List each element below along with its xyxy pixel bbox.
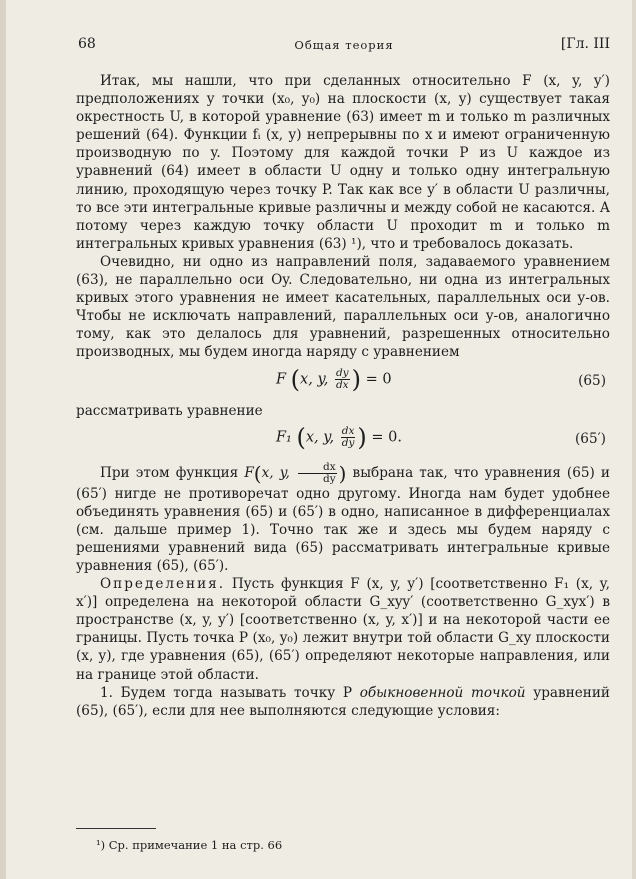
para3-args: x, y, [261, 464, 290, 481]
para3-frac-bottom: dy [322, 472, 336, 485]
item-1 [76, 684, 610, 720]
eq65p-paren-open: ( [296, 423, 306, 452]
para3-prefix: При этом функция [100, 464, 245, 481]
eq65-args: x, y, [300, 371, 329, 387]
footnote: ¹) Ср. примечание 1 на стр. 66 [96, 838, 283, 852]
equation-65-number: (65) [578, 372, 606, 389]
eq65-frac-bottom: dx [335, 378, 349, 391]
definition-paragraph [76, 575, 610, 684]
eq65p-function: F₁ [276, 429, 292, 446]
item1-term: обыкновенной точкой [359, 684, 526, 701]
eq65p-fraction [341, 426, 356, 449]
page-edge-left [0, 0, 6, 879]
eq65p-args: x, y, [305, 429, 335, 446]
definition-label: Определения. [100, 576, 226, 593]
item1-suffix: уравнений (65), (65′), если для нее выполняются следующие условия: [76, 684, 610, 719]
page-header [78, 36, 610, 58]
para3-fraction [298, 462, 337, 485]
eq65p-rhs: = 0. [371, 429, 402, 446]
eq65-function: F [276, 371, 287, 387]
eq65p-frac-top: dx [341, 424, 355, 437]
between-text: рассматривать уравнение [76, 402, 263, 419]
equation-65-prime-expression [276, 423, 402, 452]
para3-text: выбрана так, что уравнения (65) и (65′) нигде не противоречат одно другому. Иногда нам будет удобнее объединять уравнения (65) и (65′) в одно, написанное в дифференциалах (см. дальше пример 1). Точно так же и здесь мы будем наряду с решениями уравнений вида (65) рассматривать интегральные кривые уравнения (65), (65′). [76, 464, 610, 574]
eq65-frac-top: dy [335, 366, 349, 379]
page-body [76, 72, 610, 720]
chapter-marker: [Гл. III [560, 36, 610, 52]
eq65p-paren-close: ) [357, 423, 367, 452]
item1-prefix: 1. Будем тогда называть точку P [100, 684, 360, 701]
equation-65-prime [76, 422, 610, 456]
eq65-rhs: = 0 [365, 371, 392, 387]
footnote-rule [76, 828, 156, 829]
para3-paren-open: ( [253, 461, 262, 486]
para3-frac-top: dx [298, 462, 337, 474]
eq65-paren-open: ( [290, 364, 301, 393]
paragraph-2: Очевидно, ни одно из направлений поля, задаваемого уравнением (63), не параллельно оси Oy. Следовательно, ни одна из интегральных кривых этого уравнения не имеет касательных, параллельных оси y-ов. Чтобы не исключать направлений, параллельных оси y-ов, аналогично тому, как это делалось для уравнений, разрешенных относительно производных, мы будем иногда наряду с уравнением [76, 253, 610, 361]
eq65-fraction [335, 368, 350, 391]
eq65-paren-close: ) [351, 364, 361, 393]
page-number: 68 [78, 36, 96, 52]
running-title: Общая теория [294, 38, 394, 52]
definition-text: Пусть функция F (x, y, y′) [соответственно F₁ (x, y, x′)] определена на некоторой области G_xyy′ (соответственно G_xyx′) в пространстве (x, y, y′) [соответственно (x, y, x′)] и на некоторой части ее границы. Пусть точка P (x₀, y₀) лежит внутри той области G_xy плоскости (x, y), где уравнения (65), (65′) определяют некоторые направления, или на границе этой области. [76, 576, 610, 683]
equation-65-prime-number: (65′) [575, 430, 606, 447]
paragraph-1: Итак, мы нашли, что при сделанных относительно F (x, y, y′) предположениях у точки (x₀, y₀) на плоскости (x, y) существует такая окрестность U, в которой уравнение (63) имеет m и только m различных решений (64). Функции fᵢ (x, y) непрерывны по x и имеют ограниченную производную по y. Поэтому для каждой точки P из U каждое из уравнений (64) имеет в области U одну и только одну интегральную линию, проходящую через точку P. Так как все y′ в области U различны, то все эти интегральные кривые различны и между собой не касаются. А потому через каждую точку области U проходит m и только m интегральных кривых уравнения (63) ¹), что и требовалось доказать. [76, 73, 610, 252]
page-edge-right [632, 0, 636, 879]
para3-paren-close: ) [338, 461, 347, 486]
para3-function: F [244, 464, 254, 481]
equation-65 [76, 364, 610, 398]
paragraph-3 [76, 462, 610, 575]
eq65p-frac-bottom: dy [341, 436, 355, 449]
equation-65-expression [276, 364, 392, 393]
